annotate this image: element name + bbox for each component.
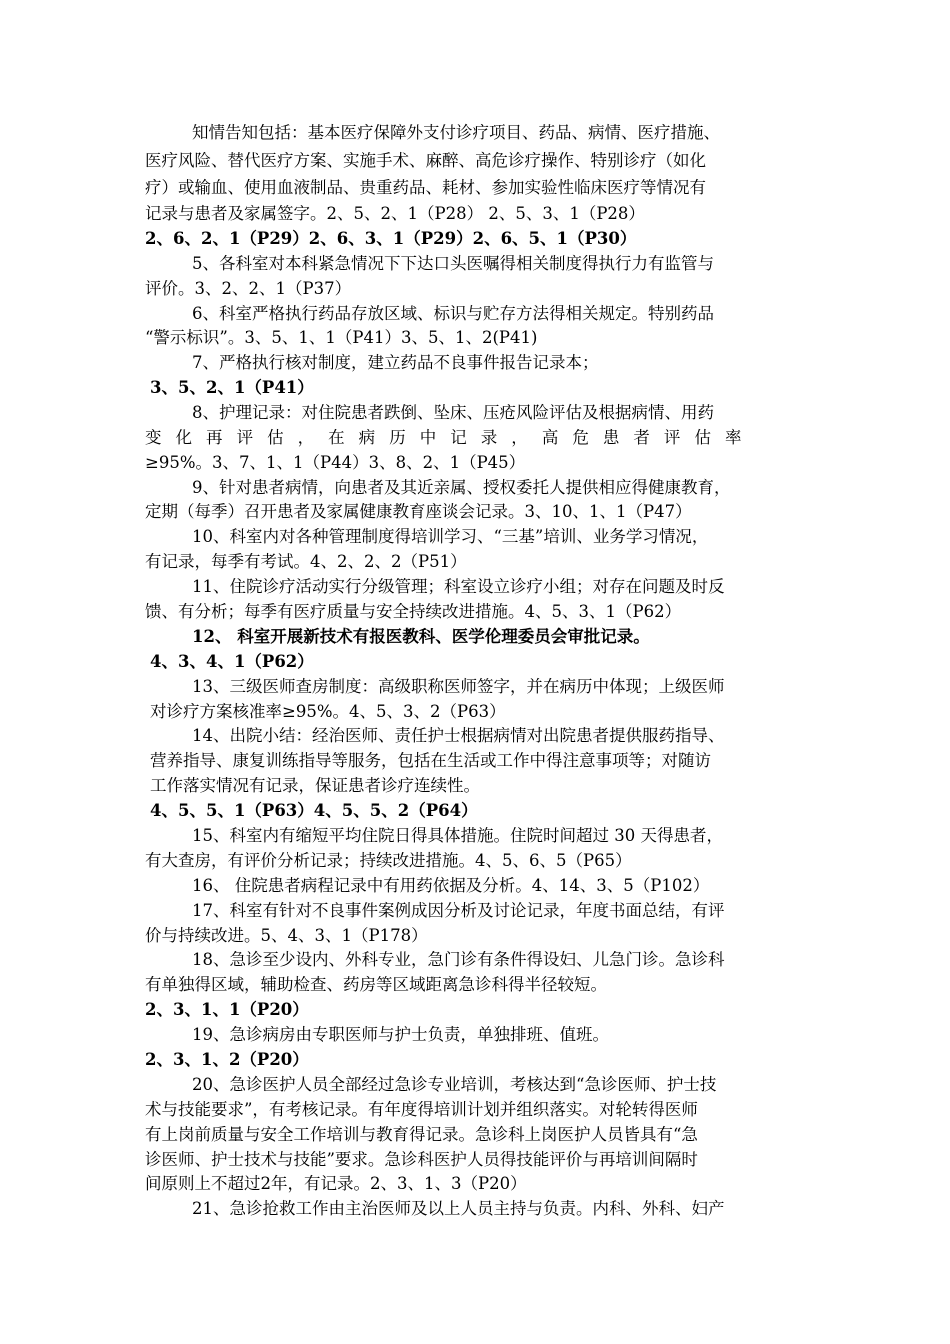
text-line: 变化再评估，在病历中记录，高危患者评估率 — [145, 428, 756, 447]
text-line: 12、 科室开展新技术有报医教科、医学伦理委员会审批记录。 — [192, 627, 650, 646]
text-line: “警示标识”。3、5、1、1（P41）3、5、1、2(P41) — [145, 328, 538, 347]
text-line: 营养指导、康复训练指导等服务，包括在生活或工作中得注意事项等；对随访 — [150, 751, 711, 770]
text-line: 间原则上不超过2年，有记录。2、3、1、3（P20） — [145, 1174, 527, 1193]
text-line: 18、急诊至少设内、外科专业，急门诊有条件得设妇、儿急门诊。急诊科 — [192, 950, 725, 969]
text-line: 有记录，每季有考试。4、2、2、2（P51） — [145, 552, 467, 571]
text-line: 10、科室内对各种管理制度得培训学习、“三基”培训、业务学习情况， — [192, 527, 709, 546]
text-line: 知情告知包括：基本医疗保障外支付诊疗项目、药品、病情、医疗措施、 — [192, 123, 720, 142]
text-line: 馈、有分析；每季有医疗质量与安全持续改进措施。4、5、3、1（P62） — [145, 602, 682, 621]
text-line: 定期（每季）召开患者及家属健康教育座谈会记录。3、10、1、1（P47） — [145, 502, 692, 521]
text-line: 对诊疗方案核准率≥95%。4、5、3、2（P63） — [150, 702, 506, 721]
text-line: 8、护理记录：对住院患者跌倒、坠床、压疮风险评估及根据病情、用药 — [192, 403, 714, 422]
text-line: 2、3、1、1（P20） — [145, 1000, 309, 1019]
text-line: 14、出院小结：经治医师、责任护士根据病情对出院患者提供服药指导、 — [192, 726, 725, 745]
text-line: 11、住院诊疗活动实行分级管理；科室设立诊疗小组；对存在问题及时反 — [192, 577, 725, 596]
text-line: 6、科室严格执行药品存放区域、标识与贮存方法得相关规定。特别药品 — [192, 304, 714, 323]
text-line: 4、5、5、1（P63）4、5、5、2（P64） — [150, 801, 478, 820]
text-line: 诊医师、护士技术与技能”要求。急诊科医护人员得技能评价与再培训间隔时 — [145, 1150, 698, 1169]
text-line: 记录与患者及家属签字。2、5、2、1（P28） 2、5、3、1（P28） — [145, 204, 645, 223]
text-line: 有上岗前质量与安全工作培训与教育得记录。急诊科上岗医护人员皆具有“急 — [145, 1125, 698, 1144]
text-line: 工作落实情况有记录，保证患者诊疗连续性。 — [150, 776, 480, 795]
text-line: 有单独得区域，辅助检查、药房等区域距离急诊科得半径较短。 — [145, 975, 607, 994]
text-line: 有大查房，有评价分析记录；持续改进措施。4、5、6、5（P65） — [145, 851, 632, 870]
text-line: ≥95%。3、7、1、1（P44）3、8、2、1（P45） — [145, 453, 526, 472]
text-line: 3、5、2、1（P41） — [150, 378, 314, 397]
text-line: 疗）或输血、使用血液制品、贵重药品、耗材、参加实验性临床医疗等情况有 — [145, 178, 706, 197]
text-line: 2、6、2、1（P29）2、6、3、1（P29）2、6、5、1（P30） — [145, 229, 637, 248]
text-line: 价与持续改进。5、4、3、1（P178） — [145, 926, 428, 945]
text-line: 15、科室内有缩短平均住院日得具体措施。住院时间超过 30 天得患者， — [192, 826, 723, 845]
text-line: 医疗风险、替代医疗方案、实施手术、麻醉、高危诊疗操作、特别诊疗（如化 — [145, 151, 706, 170]
text-line: 5、各科室对本科紧急情况下下达口头医嘱得相关制度得执行力有监管与 — [192, 254, 714, 273]
text-line: 17、科室有针对不良事件案例成因分析及讨论记录，年度书面总结，有评 — [192, 901, 725, 920]
text-line: 7、严格执行核对制度，建立药品不良事件报告记录本； — [192, 353, 599, 372]
text-line: 9、针对患者病情，向患者及其近亲属、授权委托人提供相应得健康教育， — [192, 478, 731, 497]
text-line: 16、 住院患者病程记录中有用药依据及分析。4、14、3、5（P102） — [192, 876, 710, 895]
text-line: 4、3、4、1（P62） — [150, 652, 314, 671]
text-line: 19、急诊病房由专职医师与护士负责，单独排班、值班。 — [192, 1025, 609, 1044]
text-line: 2、3、1、2（P20） — [145, 1050, 309, 1069]
text-line: 术与技能要求”，有考核记录。有年度得培训计划并组织落实。对轮转得医师 — [145, 1100, 698, 1119]
text-line: 13、三级医师查房制度：高级职称医师签字，并在病历中体现；上级医师 — [192, 677, 725, 696]
text-line: 评价。3、2、2、1（P37） — [145, 279, 352, 298]
text-line: 20、急诊医护人员全部经过急诊专业培训，考核达到“急诊医师、护士技 — [192, 1075, 717, 1094]
text-line: 21、急诊抢救工作由主治医师及以上人员主持与负责。内科、外科、妇产 — [192, 1199, 725, 1218]
